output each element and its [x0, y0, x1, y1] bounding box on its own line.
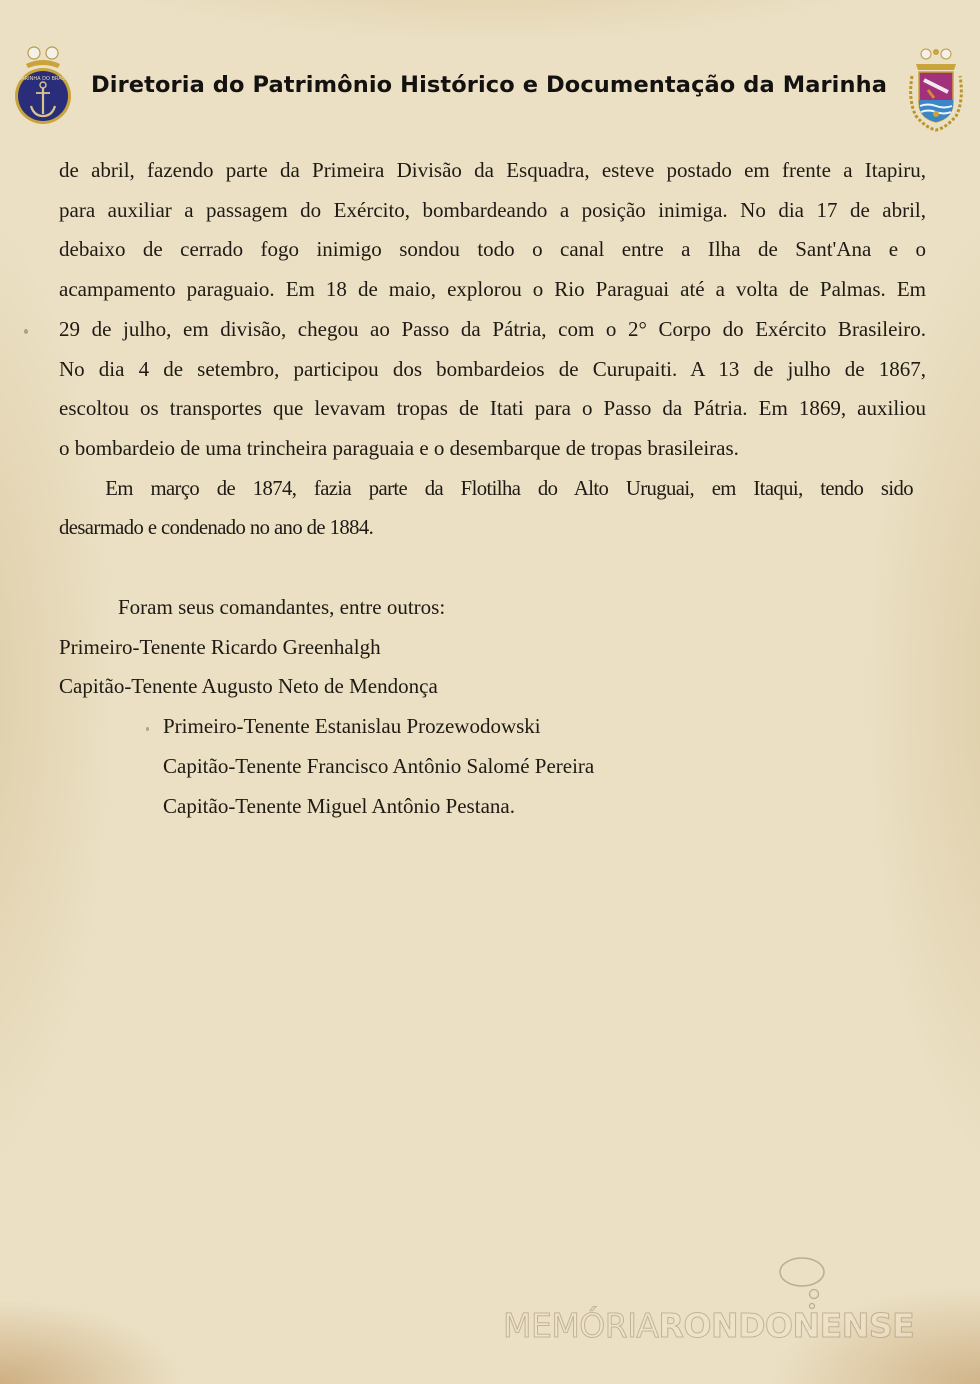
- emblem-text: MARINHA DO BRASIL: [16, 76, 70, 82]
- text-line: escoltou os transportes que levavam tropas de Itati para o Passo da Pátria. Em 1869, auxiliou: [59, 396, 926, 421]
- commander-name: Capitão-Tenente Augusto Neto de Mendonça: [59, 674, 438, 699]
- text-line: No dia 4 de setembro, participou dos bombardeios de Curupaiti. A 13 de julho de 1867,: [59, 356, 926, 381]
- decommission-paragraph: [59, 469, 926, 548]
- watermark-part1: MEMÓRIA: [503, 1306, 659, 1345]
- history-paragraph: [59, 151, 926, 469]
- text-line: de abril, fazendo parte da Primeira Divisão da Esquadra, esteve postado em frente a Itapiru,: [59, 158, 926, 182]
- paper-speck: [24, 329, 28, 334]
- paper-speck: [146, 727, 149, 731]
- text-line: para auxiliar a passagem do Exército, bombardeando a posição inimiga. No dia 17 de abril,: [59, 197, 926, 222]
- commanders-list: [59, 588, 759, 826]
- commanders-intro: Foram seus comandantes, entre outros:: [118, 595, 446, 619]
- page-title: Diretoria do Patrimônio Histórico e Documentação da Marinha: [91, 72, 888, 98]
- text-line: acampamento paraguaio. Em 18 de maio, explorou o Rio Paraguai até a volta de Palmas. Em: [59, 277, 926, 302]
- text-line: debaixo de cerrado fogo inimigo sondou todo o canal entre a Ilha de Sant'Ana e o: [59, 237, 926, 262]
- commander-name: Primeiro-Tenente Ricardo Greenhalgh: [59, 634, 381, 659]
- document-body: [59, 151, 926, 548]
- text-line: desarmado e condenado no ano de 1884.: [59, 515, 374, 540]
- page-header: [0, 42, 980, 134]
- commander-name: Capitão-Tenente Miguel Antônio Pestana.: [163, 793, 515, 818]
- text-line: o bombardeio de uma trincheira paraguaia e o desembarque de tropas brasileiras.: [59, 435, 739, 460]
- speech-bubble-icon: [776, 1254, 828, 1312]
- navy-anchor-emblem-icon: [12, 44, 74, 128]
- commander-name: Primeiro-Tenente Estanislau Prozewodowski: [163, 714, 541, 739]
- text-line: Em março de 1874, fazia parte da Flotilha do Alto Uruguai, em Itaqui, tendo sido: [105, 475, 913, 500]
- naval-coat-of-arms-icon: [906, 46, 966, 132]
- text-line: 29 de julho, em divisão, chegou ao Passo da Pátria, com o 2° Corpo do Exército Brasileiro.: [59, 316, 926, 341]
- commander-name: Capitão-Tenente Francisco Antônio Salomé Pereira: [163, 753, 595, 778]
- watermark: [503, 1306, 933, 1356]
- watermark-part2: RONDONENSE: [658, 1306, 915, 1345]
